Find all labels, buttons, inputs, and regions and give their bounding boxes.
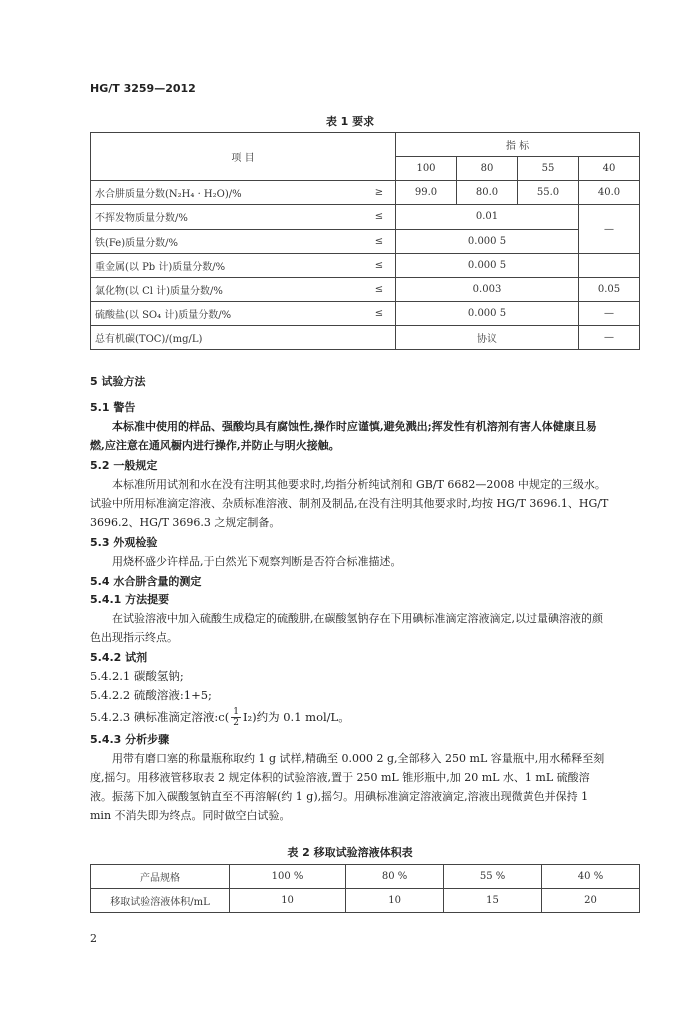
comparison-symbol: ≤ [363, 278, 396, 302]
table-row [91, 302, 640, 326]
value-cell: 20 [542, 889, 640, 913]
value-cell: 40.0 [579, 181, 640, 205]
value-cell: — [579, 326, 640, 350]
value-cell: — [579, 302, 640, 326]
grade-header: 55 % [444, 865, 542, 889]
list-item [90, 705, 610, 729]
table-row [91, 229, 640, 254]
table1-caption: 表 1 要求 [325, 115, 375, 128]
table-row [91, 865, 640, 889]
table-row [91, 181, 640, 205]
value-cell: 10 [346, 889, 444, 913]
iodine-symbol: I₂ [242, 710, 253, 724]
requirements-table [90, 132, 640, 350]
warning-paragraph: 本标准中使用的样品、强酸均具有腐蚀性,操作时应谨慎,避免溅出;挥发性有机溶剂有害人体健康且易燃,应注意在通风橱内进行操作,并防止与明火接触。 [90, 420, 597, 452]
fraction [231, 707, 241, 728]
value-cell: 0.000 5 [396, 302, 579, 326]
col-item-header: 项 目 [91, 133, 396, 181]
table2-caption: 表 2 移取试验溶液体积表 [287, 846, 413, 859]
item-label: 硫酸盐(以 SO₄ 计)质量分数/% [91, 302, 364, 326]
value-cell: 10 [230, 889, 346, 913]
reagent-text: 5.4.2.3 碘标准滴定溶液:c( [90, 710, 230, 724]
grade-header: 55 [518, 157, 579, 181]
value-cell: 0.000 5 [396, 254, 579, 278]
table-row [91, 205, 640, 230]
paragraph: 本标准所用试剂和水在没有注明其他要求时,均指分析纯试剂和 GB/T 6682—2008 中规定的三级水。试验中所用标准滴定溶液、杂质标准溶液、制剂及制品,在没有注明其他要求时,均按 HG/T 3696.1、HG/T 3696.2、HG/T 3696.3 之规定制备。 [90, 478, 609, 529]
paragraph: 用带有磨口塞的称量瓶称取约 1 g 试样,精确至 0.000 2 g,全部移入 250 mL 容量瓶中,用水稀释至刻度,摇匀。用移液管移取表 2 规定体积的试验溶液,置于 250 mL 锥形瓶中,加 20 mL 水、1 mL 硫酸溶液。振荡下加入碳酸氢钠直至不再溶解(约 1 g),摇匀。用碘标准滴定溶液滴定,溶液出现微黄色并保持 1 min 不消失即为终点。同时做空白试验。 [90, 752, 605, 822]
grade-header: 100 % [230, 865, 346, 889]
fraction-numerator: 1 [233, 706, 239, 717]
comparison-symbol [363, 326, 396, 350]
section-heading: 5.2 一般规定 [90, 459, 158, 472]
comparison-symbol: ≤ [363, 229, 396, 254]
list-item: 5.4.2.2 硫酸溶液:1+5; [90, 688, 212, 702]
table-row [91, 326, 640, 350]
section-heading: 5.1 警告 [90, 401, 136, 414]
section-heading: 5.4.2 试剂 [90, 651, 148, 664]
body-text [90, 373, 610, 825]
grade-header: 100 [396, 157, 457, 181]
col-index-header: 指 标 [396, 133, 640, 157]
table-row [91, 889, 640, 913]
item-label: 不挥发物质量分数/% [91, 205, 364, 230]
value-cell: 0.003 [396, 278, 579, 302]
grade-header: 80 % [346, 865, 444, 889]
page-number: 2 [90, 932, 97, 945]
table-row [91, 278, 640, 302]
header-label: 产品规格 [91, 865, 230, 889]
value-cell: 0.01 [396, 205, 579, 230]
paragraph: 在试验溶液中加入硫酸生成稳定的硫酸肼,在碳酸氢钠存在下用碘标准滴定溶液滴定,以过量碘溶液的颜色出现指示终点。 [90, 612, 603, 644]
value-cell: 协议 [396, 326, 579, 350]
standard-number: HG/T 3259—2012 [90, 82, 196, 95]
comparison-symbol: ≤ [363, 205, 396, 230]
item-label: 总有机碳(TOC)/(mg/L) [91, 326, 364, 350]
item-label: 水合肼质量分数(N₂H₄ · H₂O)/% [91, 181, 364, 205]
comparison-symbol: ≥ [363, 181, 396, 205]
list-item: 5.4.2.1 碳酸氢钠; [90, 669, 184, 683]
item-label: 重金属(以 Pb 计)质量分数/% [91, 254, 364, 278]
value-cell: 0.05 [579, 278, 640, 302]
sample-volume-table [90, 864, 640, 913]
paragraph: 用烧杯盛少许样品,于白然光下观察判断是否符合标准描述。 [112, 555, 402, 568]
item-label: 铁(Fe)质量分数/% [91, 229, 364, 254]
section-heading: 5.4.1 方法提要 [90, 593, 170, 606]
value-cell: 15 [444, 889, 542, 913]
section-heading: 5.4.3 分析步骤 [90, 733, 170, 746]
reagent-text: )约为 0.1 mol/L。 [252, 710, 350, 724]
comparison-symbol: ≤ [363, 254, 396, 278]
item-label: 氯化物(以 Cl 计)质量分数/% [91, 278, 364, 302]
row-label: 移取试验溶液体积/mL [91, 889, 230, 913]
value-cell: 55.0 [518, 181, 579, 205]
value-cell [579, 254, 640, 278]
grade-header: 40 % [542, 865, 640, 889]
grade-header: 40 [579, 157, 640, 181]
section-heading: 5.3 外观检验 [90, 536, 158, 549]
value-cell: — [579, 205, 640, 254]
fraction-denominator: 2 [233, 717, 239, 728]
section-heading: 5 试验方法 [90, 375, 146, 388]
section-heading: 5.4 水合肼含量的测定 [90, 575, 202, 588]
grade-header: 80 [457, 157, 518, 181]
table-row [91, 254, 640, 278]
value-cell: 80.0 [457, 181, 518, 205]
value-cell: 99.0 [396, 181, 457, 205]
value-cell: 0.000 5 [396, 229, 579, 254]
comparison-symbol: ≤ [363, 302, 396, 326]
